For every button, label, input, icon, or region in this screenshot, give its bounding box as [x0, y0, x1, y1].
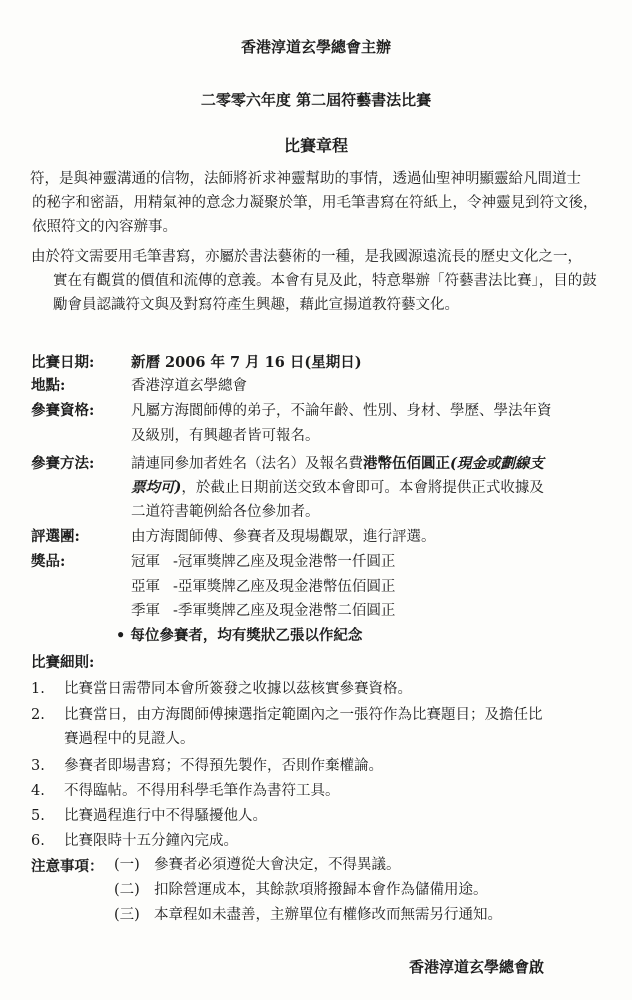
intro-paragraph-2 — [31, 245, 617, 317]
prize-item — [131, 576, 395, 598]
method-payment-note-b: 票均可) — [131, 479, 182, 496]
note-text: 參賽者必須遵從大會決定，不得異議。 — [154, 857, 401, 873]
rule-number: 1. — [31, 681, 45, 697]
eligibility-label: 參賽資格: — [31, 402, 95, 419]
rule-text: 參賽者即場書寫；不得預先製作，否則作棄權論。 — [64, 758, 383, 774]
date-value: 新曆 2006 年 7 月 16 日(星期日) — [131, 354, 362, 371]
prize-name: 季軍 — [131, 603, 160, 619]
rule-text: 不得臨帖。不得用科學毛筆作為書符工具。 — [64, 783, 340, 799]
venue-value: 香港淳道玄學總會 — [131, 378, 247, 394]
note-number: (一) — [114, 857, 140, 873]
rule-number: 2. — [31, 707, 45, 723]
rule-number: 4. — [31, 783, 45, 799]
eligibility-line-1: 凡屬方海閬師傅的弟子，不論年齡、性別、身材、學歷、學法年資 — [131, 403, 552, 419]
rule-number: 3. — [31, 758, 45, 774]
intro-p1-line-2: 的秘字和密語，用精氣神的意念力凝聚於筆，用毛筆書寫在符紙上，令神靈見到符文後， — [32, 195, 598, 211]
prizes-label: 獎品: — [31, 553, 66, 570]
rule-text: 比賽當日，由方海閬師傅揀選指定範圍內之一張符作為比賽題目；及擔任比 — [64, 707, 543, 723]
note-item — [114, 853, 401, 877]
note-number: (二) — [114, 882, 140, 898]
rule-number: 5. — [31, 808, 45, 824]
intro-p1-line-3: 依照符文的內容辦事。 — [32, 219, 177, 235]
intro-p1-line-1: 符，是與神靈溝通的信物，法師將祈求神靈幫助的事情，透過仙聖神明顯靈給凡間道士 — [30, 171, 581, 187]
notes-label: 注意事項： — [31, 858, 104, 875]
method-label: 參賽方法: — [31, 455, 95, 472]
intro-paragraph-1 — [31, 167, 617, 239]
intro-p2-line-1: 由於符文需要用毛筆書寫，亦屬於書法藝術的一種，是我國源遠流長的歷史文化之一， — [31, 249, 582, 265]
method-line-3: 二道符書範例給各位參加者。 — [131, 504, 320, 520]
rule-text: 比賽限時十五分鐘內完成。 — [64, 833, 238, 849]
prize-name: 冠軍 — [131, 554, 160, 570]
note-item — [114, 903, 502, 927]
prize-name: 亞軍 — [131, 579, 160, 595]
date-label: 比賽日期: — [31, 354, 95, 371]
method-value — [131, 453, 621, 523]
note-item — [114, 878, 488, 902]
method-line1-a: 請連同參加者姓名（法名）及報名費 — [131, 456, 363, 472]
intro-p2-line-3: 勵會員認識符文與及對寫符產生興趣，藉此宣揚道教符藝文化。 — [53, 297, 459, 313]
judging-value: 由方海閬師傅、參賽者及現場觀眾，進行評選。 — [131, 529, 436, 545]
rule-number: 6. — [31, 833, 45, 849]
eligibility-value — [131, 400, 621, 447]
judging-label: 評選團: — [31, 528, 80, 545]
signature: 香港淳道玄學總會啟 — [409, 958, 545, 976]
participant-certificate-note: • 每位參賽者，均有獎狀乙張以作紀念 — [116, 627, 363, 644]
prize-desc: -冠軍獎牌乙座及現金港幣一仟圓正 — [173, 554, 396, 570]
rule-text: 比賽過程進行中不得騷擾他人。 — [64, 808, 267, 824]
intro-p2-line-2: 實在有觀賞的價值和流傳的意義。本會有見及此，特意舉辦「符藝書法比賽」，目的鼓 — [53, 273, 597, 289]
prize-desc: -亞軍獎牌乙座及現金港幣伍佰圓正 — [173, 579, 396, 595]
prize-item — [131, 600, 395, 622]
section-title: 比賽章程 — [283, 136, 348, 155]
venue-label: 地點: — [31, 377, 66, 394]
note-text: 扣除營運成本，其餘款項將撥歸本會作為儲備用途。 — [154, 882, 488, 898]
rule-text: 比賽當日需帶同本會所簽發之收據以茲核實參賽資格。 — [64, 681, 412, 697]
method-fee: 港幣伍佰圓正 — [363, 455, 450, 472]
event-title: 二零零六年度 第二屆符藝書法比賽 — [200, 91, 432, 109]
note-text: 本章程如未盡善，主辦單位有權修改而無需另行通知。 — [154, 907, 502, 923]
prize-item — [131, 551, 395, 573]
method-line2-b: ，於截止日期前送交致本會即可。本會將提供正式收據及 — [181, 480, 544, 496]
rules-title: 比賽細則: — [31, 654, 95, 671]
prize-desc: -季軍獎牌乙座及現金港幣二佰圓正 — [173, 603, 396, 619]
rule-text: 賽過程中的見證人。 — [64, 731, 195, 747]
note-number: (三) — [114, 907, 140, 923]
eligibility-line-2: 及級別，有興趣者皆可報名。 — [131, 428, 320, 444]
organizer-heading: 香港淳道玄學總會主辦 — [240, 38, 391, 56]
method-payment-note-a: (現金或劃線支 — [450, 455, 544, 472]
